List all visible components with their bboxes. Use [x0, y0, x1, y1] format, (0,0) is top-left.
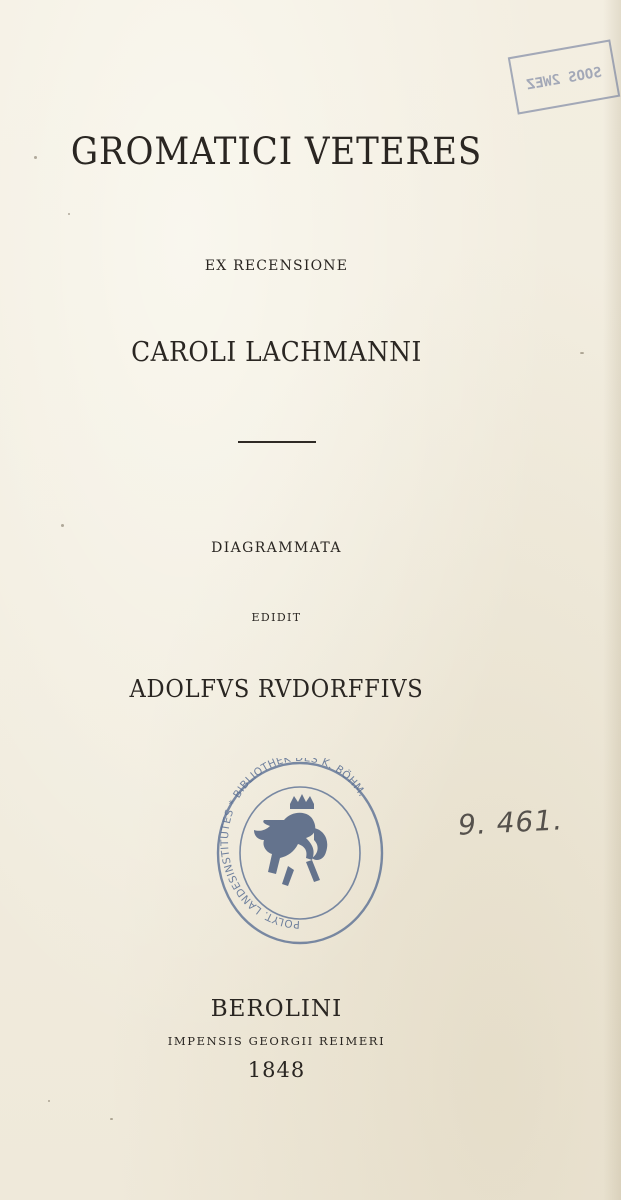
crowned-lion-icon — [254, 794, 327, 886]
ex-recensione-line: EX RECENSIONE — [204, 258, 349, 274]
editor-name: ADOLFVS RVDORFFIVS — [129, 675, 424, 703]
library-stamp-graphic — [214, 758, 386, 948]
paper-speck — [48, 1100, 50, 1102]
paper-speck — [580, 352, 584, 354]
page-edge-shadow — [603, 0, 621, 1200]
imprint-publisher: IMPENSIS GEORGII REIMERI — [167, 1034, 386, 1048]
diagrammata-line: DIAGRAMMATA — [211, 540, 342, 556]
paper-speck — [61, 524, 64, 527]
library-stamp-inscription: POLYT. LANDESINSTITUTES * BIBLIOTHEK DES K. BÖHM. — [218, 758, 369, 931]
author-name: CAROLI LACHMANNI — [131, 337, 422, 368]
paper-speck — [110, 1118, 113, 1120]
shelf-stamp-text: SOOS 2WEZ — [525, 64, 604, 94]
imprint-year: 1848 — [247, 1058, 306, 1082]
library-stamp — [214, 758, 386, 948]
paper-speck — [68, 213, 70, 215]
imprint-place: BEROLINI — [210, 996, 343, 1022]
paper-speck — [34, 156, 37, 159]
edidit-line: EDIDIT — [251, 611, 302, 624]
book-title: GROMATICI VETERES — [70, 130, 483, 173]
divider-rule — [238, 441, 316, 443]
handwritten-shelf-mark: 9. 461. — [457, 803, 564, 842]
